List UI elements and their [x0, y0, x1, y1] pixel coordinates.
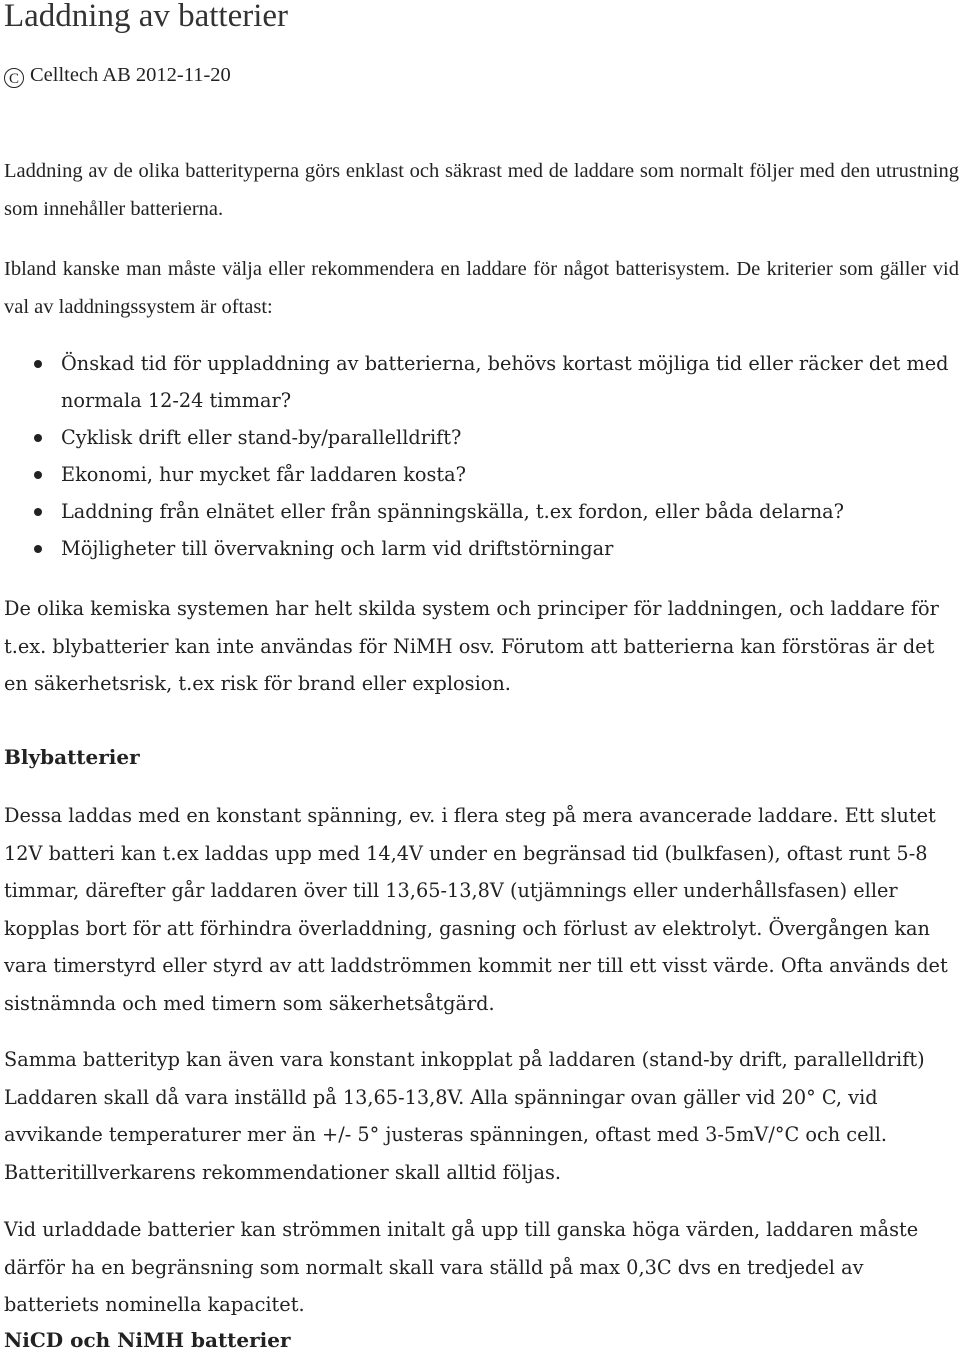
- list-item: [0, 345, 960, 419]
- list-item-text: Önskad tid för uppladdning av batterierna, behövs kortast möjliga tid eller räcker det med normala 12-24 timmar?: [61, 352, 949, 412]
- bullet-icon: [34, 434, 42, 442]
- section-heading-lead: Blybatterier: [4, 745, 140, 769]
- list-item-text: Möjligheter till övervakning och larm vid driftstörningar: [61, 537, 614, 560]
- list-item: [0, 456, 960, 493]
- bullet-icon: [34, 508, 42, 516]
- list-item-text: Laddning från elnätet eller från spänningskälla, t.ex fordon, eller båda delarna?: [61, 500, 844, 523]
- copyright-icon: C: [4, 68, 24, 88]
- copyright-text: Celltech AB 2012-11-20: [30, 64, 231, 86]
- chemistry-note: De olika kemiska systemen har helt skilda system och principer för laddningen, och laddare för t.ex. blybatterier kan inte användas för NiMH osv. Förutom att batterierna kan förstöras är det en säkerhetsrisk, t.ex risk för brand eller explosion.: [4, 597, 939, 695]
- lead-paragraph-1: Dessa laddas med en konstant spänning, ev. i flera steg på mera avancerade laddare. Ett slutet 12V batteri kan t.ex laddas upp med 14,4V under en begränsad tid (bulkfasen), oftast runt 5-8 timmar, därefter går laddaren över till 13,65-13,8V (utjämnings eller underhållsfasen) eller kopplas bort för att förhindra överladdning, gasning och förlust av elektrolyt. Övergången kan vara timerstyrd eller styrd av att laddströmmen kommit ner till ett visst värde. Ofta används det sistnämnda och med timern som säkerhetsåtgärd.: [4, 804, 948, 1015]
- bullet-icon: [34, 360, 42, 368]
- copyright-line: [4, 60, 231, 90]
- page-title: Laddning av batterier: [4, 0, 289, 34]
- section-heading-nicd: NiCD och NiMH batterier: [4, 1328, 291, 1352]
- intro-paragraph-2: Ibland kanske man måste välja eller rekommendera en laddare för något batterisystem. De kriterier som gäller vid val av laddningssystem är oftast:: [4, 258, 959, 318]
- list-item-text: Cyklisk drift eller stand-by/parallelldrift?: [61, 426, 462, 449]
- criteria-list: [0, 345, 960, 567]
- bullet-icon: [34, 471, 42, 479]
- lead-paragraph-3: Vid urladdade batterier kan strömmen initalt gå upp till ganska höga värden, laddaren måste därför ha en begränsning som normalt skall vara ställd på max 0,3C dvs en tredjedel av batteriets nominella kapacitet.: [4, 1218, 919, 1316]
- bullet-icon: [34, 545, 42, 553]
- lead-paragraph-2: Samma batterityp kan även vara konstant inkopplat på laddaren (stand-by drift, parallelldrift) Laddaren skall då vara inställd på 13,65-13,8V. Alla spänningar ovan gäller vid 20° C, vid avvikande temperaturer mer än +/- 5° justeras spänningen, oftast med 3-5mV/°C och cell. Batteritillverkarens rekommendationer skall alltid följas.: [4, 1048, 925, 1184]
- list-item-text: Ekonomi, hur mycket får laddaren kosta?: [61, 463, 466, 486]
- list-item: [0, 419, 960, 456]
- list-item: [0, 493, 960, 530]
- intro-paragraph-1: Laddning av de olika batterityperna görs enklast och säkrast med de laddare som normalt följer med den utrustning som innehåller batterierna.: [4, 160, 959, 220]
- list-item: [0, 530, 960, 567]
